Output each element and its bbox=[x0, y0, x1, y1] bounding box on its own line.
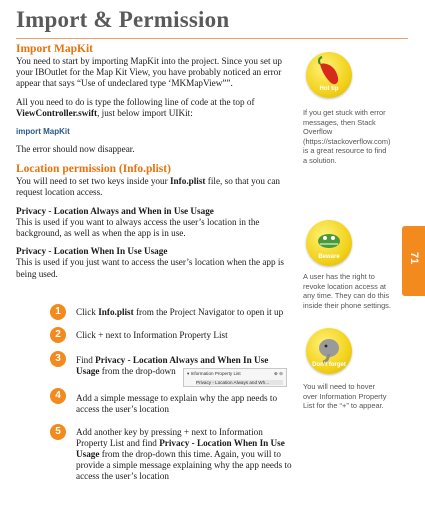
key2-title: Privacy - Location When In Use Usage bbox=[16, 246, 168, 257]
step-1-number: 1 bbox=[50, 304, 66, 320]
hot-tip-text: If you get stuck with error messages, then Stack Overflow (https://stackoverflow.com) is a great resource to find a solution. bbox=[303, 108, 391, 165]
key2-text: This is used if you just want to access the user’s location when the app is being used. bbox=[16, 257, 285, 279]
code-snippet: import MapKit bbox=[16, 127, 70, 137]
import-paragraph-1: You need to start by importing MapKit into the project. Since you set up your IBOutlet for the Map Kit View, you have probably noticed an error appear that says “Use of undeclared type ‘MKMapView””. bbox=[16, 56, 282, 89]
permission-paragraph: You will need to set two keys inside your Info.plist file, so that you can request location access. bbox=[16, 176, 280, 198]
permission-heading: Location permission (Info.plist) bbox=[16, 163, 171, 176]
key1-text: This is used if you want to always access the user’s location in the background, as well as when the app is in use. bbox=[16, 216, 260, 239]
page-number-tab bbox=[402, 226, 425, 296]
step-1-text: Click Info.plist from the Project Navigator to open it up bbox=[76, 307, 284, 317]
inset-add-remove-icons: ⊕ ⊖ bbox=[274, 371, 283, 376]
page-number: 71 bbox=[408, 251, 421, 265]
import-paragraph-2: All you need to do is type the following line of code at the top of ViewController.swift, just below import UIKit: bbox=[16, 96, 255, 118]
dont-forget-label: Don't forget bbox=[312, 362, 346, 368]
import-heading: Import MapKit bbox=[16, 43, 93, 55]
key1-title: Privacy - Location Always and When in Use Usage bbox=[16, 205, 214, 216]
hot-tip-label: Hot tip bbox=[319, 86, 339, 92]
inset-row-1: ▾ Information Property List bbox=[187, 371, 241, 376]
step-4-text: Add a simple message to explain why the app needs to access the user’s location bbox=[76, 393, 278, 414]
main-column bbox=[16, 43, 292, 280]
hot-tip-badge bbox=[306, 52, 352, 98]
title-underline bbox=[16, 38, 408, 39]
step-2-text: Click + next to Information Property List bbox=[76, 330, 228, 340]
beware-badge bbox=[306, 220, 352, 266]
step-2-number: 2 bbox=[50, 327, 66, 343]
dont-forget-badge bbox=[306, 328, 352, 374]
dont-forget-text: You will need to hover over Information Property List for the “+” to appear. bbox=[303, 382, 387, 410]
step-5-number: 5 bbox=[50, 424, 66, 440]
info-plist-screenshot bbox=[183, 368, 287, 387]
beware-label: Beware bbox=[318, 254, 340, 260]
inset-row-2: Privacy - Location Always and Wh... bbox=[196, 380, 283, 385]
step-5-text: Add another key by pressing + next to Information Property List and find Privacy - Location When In Use Usage from the drop-down this time. Again, you will to provide a simple message explaining why the app needs to access the user’s location bbox=[76, 427, 292, 481]
import-paragraph-3: The error should now disappear. bbox=[16, 144, 135, 155]
step-3-number: 3 bbox=[50, 351, 66, 367]
step-3-text: Find Privacy - Location Always and When In Use Usage from the drop-down bbox=[76, 355, 269, 376]
step-4-number: 4 bbox=[50, 388, 66, 404]
page-title: Import & Permission bbox=[16, 7, 230, 32]
beware-text: A user has the right to revoke location access at any time. They can do this inside their phone settings. bbox=[303, 272, 391, 310]
